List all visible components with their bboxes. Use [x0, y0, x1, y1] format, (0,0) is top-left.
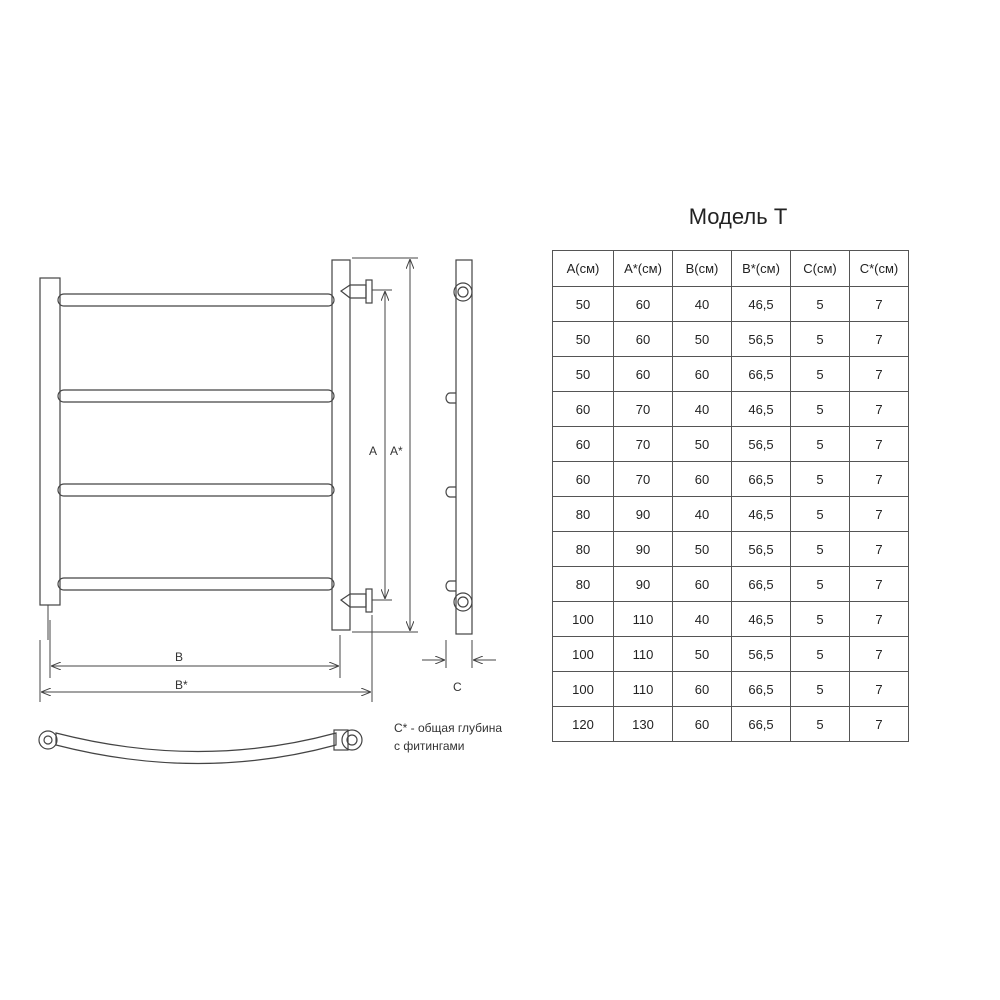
table-cell: 5: [791, 602, 850, 637]
table-row: [553, 672, 909, 707]
table-cell: 40: [673, 392, 732, 427]
table-cell: 60: [614, 287, 673, 322]
table-cell: 7: [850, 497, 909, 532]
table-row: [553, 707, 909, 742]
dimension-a: [352, 258, 418, 632]
table-header-row: [553, 251, 909, 287]
table-row: [553, 602, 909, 637]
table-cell: 5: [791, 322, 850, 357]
table-cell: 5: [791, 497, 850, 532]
table-cell: 50: [673, 532, 732, 567]
note-line-1: C* - общая глубина: [394, 721, 503, 735]
table-cell: 130: [614, 707, 673, 742]
table-cell: 80: [553, 497, 614, 532]
table-cell: 110: [614, 602, 673, 637]
table-row: [553, 497, 909, 532]
table-cell: 46,5: [732, 497, 791, 532]
table-cell: 66,5: [732, 462, 791, 497]
table-cell: 60: [553, 392, 614, 427]
table-row: [553, 427, 909, 462]
table-row: [553, 532, 909, 567]
side-view: [422, 260, 496, 668]
table-cell: 7: [850, 427, 909, 462]
table-cell: 100: [553, 672, 614, 707]
table-cell: 7: [850, 602, 909, 637]
top-fitting: [341, 285, 366, 298]
table-cell: 56,5: [732, 532, 791, 567]
table-cell: 40: [673, 287, 732, 322]
table-cell: 66,5: [732, 567, 791, 602]
table-cell: 56,5: [732, 322, 791, 357]
table-cell: 66,5: [732, 707, 791, 742]
table-body: [553, 287, 909, 742]
table-cell: 5: [791, 567, 850, 602]
table-cell: 7: [850, 462, 909, 497]
header-b: B(см): [673, 251, 732, 287]
table-row: [553, 392, 909, 427]
table-cell: 50: [673, 427, 732, 462]
table-row: [553, 567, 909, 602]
table-cell: 60: [614, 357, 673, 392]
table-cell: 5: [791, 427, 850, 462]
table-row: [553, 287, 909, 322]
table-cell: 60: [553, 462, 614, 497]
table-cell: 100: [553, 637, 614, 672]
table-cell: 50: [553, 287, 614, 322]
table-cell: 90: [614, 532, 673, 567]
table-cell: 50: [673, 637, 732, 672]
model-title: Модель Т: [688, 204, 788, 229]
table-cell: 7: [850, 672, 909, 707]
table-row: [553, 322, 909, 357]
side-fitting-bottom: [454, 593, 472, 611]
header-c: C(см): [791, 251, 850, 287]
bottom-fitting: [341, 594, 366, 607]
table-cell: 5: [791, 707, 850, 742]
front-view: [40, 260, 372, 640]
table-cell: 110: [614, 672, 673, 707]
table-cell: 60: [553, 427, 614, 462]
right-post: [332, 260, 350, 630]
top-view-left-end: [39, 731, 57, 749]
note-line-2: с фитингами: [394, 739, 465, 753]
label-a: A: [369, 444, 378, 458]
left-post: [40, 278, 60, 605]
table-cell: 100: [553, 602, 614, 637]
crossbar-4: [58, 578, 334, 590]
table-cell: 5: [791, 532, 850, 567]
table-cell: 70: [614, 427, 673, 462]
header-b-star: B*(см): [732, 251, 791, 287]
table-cell: 50: [553, 322, 614, 357]
dimensions-table: [552, 250, 909, 742]
header-a-star: A*(см): [614, 251, 673, 287]
label-c: C: [453, 680, 462, 694]
table-cell: 7: [850, 567, 909, 602]
table-cell: 50: [673, 322, 732, 357]
table-row: [553, 462, 909, 497]
table-cell: 90: [614, 567, 673, 602]
table-cell: 46,5: [732, 287, 791, 322]
table-cell: 60: [673, 707, 732, 742]
table-row: [553, 637, 909, 672]
side-post: [456, 260, 472, 634]
crossbar-3: [58, 484, 334, 496]
table-cell: 90: [614, 497, 673, 532]
table-cell: 80: [553, 567, 614, 602]
label-b: B: [175, 650, 184, 664]
table-cell: 7: [850, 532, 909, 567]
table-cell: 80: [553, 532, 614, 567]
table-cell: 60: [614, 322, 673, 357]
top-view: [39, 730, 362, 764]
table-cell: 120: [553, 707, 614, 742]
table-cell: 5: [791, 672, 850, 707]
table-cell: 56,5: [732, 427, 791, 462]
table-cell: 60: [673, 462, 732, 497]
table-cell: 7: [850, 637, 909, 672]
label-a-star: A*: [390, 444, 403, 458]
table-cell: 46,5: [732, 392, 791, 427]
table-cell: 7: [850, 707, 909, 742]
table-cell: 50: [553, 357, 614, 392]
label-b-star: B*: [175, 678, 188, 692]
table-row: [553, 357, 909, 392]
table-cell: 46,5: [732, 602, 791, 637]
header-c-star: C*(см): [850, 251, 909, 287]
table-cell: 40: [673, 602, 732, 637]
table-cell: 60: [673, 357, 732, 392]
table-cell: 7: [850, 392, 909, 427]
table-cell: 70: [614, 392, 673, 427]
table-cell: 40: [673, 497, 732, 532]
table-cell: 7: [850, 287, 909, 322]
table-cell: 66,5: [732, 357, 791, 392]
crossbar-2: [58, 390, 334, 402]
side-fitting-top: [454, 283, 472, 301]
table-cell: 7: [850, 357, 909, 392]
header-a: A(см): [553, 251, 614, 287]
table-cell: 5: [791, 462, 850, 497]
table-cell: 110: [614, 637, 673, 672]
table-cell: 5: [791, 392, 850, 427]
table-cell: 60: [673, 567, 732, 602]
table-cell: 5: [791, 357, 850, 392]
table-cell: 60: [673, 672, 732, 707]
dimension-b: [40, 615, 372, 702]
table-cell: 5: [791, 287, 850, 322]
table-cell: 66,5: [732, 672, 791, 707]
table-cell: 56,5: [732, 637, 791, 672]
table-cell: 5: [791, 637, 850, 672]
table-cell: 7: [850, 322, 909, 357]
table-cell: 70: [614, 462, 673, 497]
crossbar-1: [58, 294, 334, 306]
